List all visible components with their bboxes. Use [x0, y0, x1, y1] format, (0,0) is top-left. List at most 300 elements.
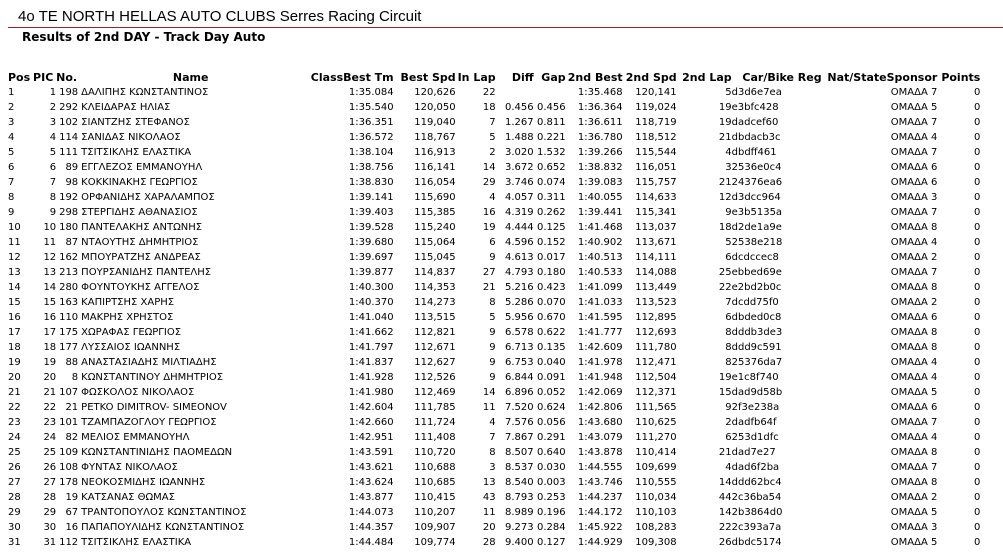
- cell-2nd-lap: 3: [725, 162, 732, 173]
- cell-gap: 0.311: [536, 192, 566, 203]
- cell-pos: 18: [8, 342, 21, 353]
- table-row: [8, 370, 980, 385]
- cell-in-lap: 14: [482, 162, 496, 173]
- cell-2nd-lap: 21: [718, 177, 732, 188]
- table-row: [8, 190, 980, 205]
- cell-points: 0: [973, 87, 981, 98]
- cell-points: 0: [973, 522, 981, 533]
- cell-diff: 4.596: [504, 237, 534, 248]
- table-row: [8, 130, 980, 145]
- cell-best-tm: 1:39.877: [348, 267, 394, 278]
- cell-sponsor: ΟΜΑΔΑ 2: [890, 297, 938, 308]
- cell-best-tm: 1:36.572: [348, 132, 394, 143]
- cell-name: ΤΖΑΜΠΑΖΟΓΛΟΥ ΓΕΩΡΓΙΟΣ: [81, 417, 217, 428]
- cell-2nd-best: 1:44.172: [577, 507, 623, 518]
- cell-gap: 0.262: [536, 207, 566, 218]
- cell-2nd-spd: 118,512: [635, 132, 677, 143]
- cell-pic: 26: [43, 462, 57, 473]
- cell-pic: 21: [43, 387, 57, 398]
- cell-class: [303, 220, 343, 235]
- cell-no: 298: [59, 207, 79, 218]
- cell-2nd-lap: 9: [725, 207, 732, 218]
- cell-best-spd: 116,141: [414, 162, 456, 173]
- cell-car-reg: 2c36ba54: [731, 492, 782, 503]
- cell-nat-state: [822, 235, 887, 250]
- cell-pic: 23: [43, 417, 57, 428]
- cell-2nd-lap: 8: [725, 327, 732, 338]
- cell-diff: 6.844: [504, 372, 534, 383]
- cell-pos: 10: [8, 222, 21, 233]
- cell-nat-state: [822, 370, 887, 385]
- cell-class: [303, 130, 343, 145]
- cell-class: [303, 370, 343, 385]
- cell-2nd-best: 1:41.468: [577, 222, 623, 233]
- cell-2nd-best: 1:43.746: [577, 477, 623, 488]
- cell-2nd-best: 1:42.069: [577, 387, 623, 398]
- column-header-best-tm: Best Tm: [343, 71, 394, 84]
- cell-points: 0: [973, 537, 981, 548]
- cell-gap: 0.003: [536, 477, 566, 488]
- cell-best-tm: 1:41.040: [348, 312, 394, 323]
- cell-in-lap: 7: [489, 432, 496, 443]
- cell-2nd-best: 1:44.237: [577, 492, 623, 503]
- cell-name: PETKO DIMITROV- SIMEONOV: [81, 402, 227, 413]
- cell-2nd-spd: 112,471: [635, 357, 677, 368]
- table-row: [8, 85, 980, 100]
- cell-no: 280: [59, 282, 79, 293]
- cell-sponsor: ΟΜΑΔΑ 5: [890, 537, 938, 548]
- cell-pic: 28: [43, 492, 57, 503]
- cell-sponsor: ΟΜΑΔΑ 7: [890, 417, 938, 428]
- cell-diff: 6.578: [504, 327, 534, 338]
- cell-no: 111: [59, 147, 79, 158]
- cell-2nd-best: 1:41.033: [577, 297, 623, 308]
- cell-diff: 9.400: [504, 537, 534, 548]
- cell-no: 8: [71, 372, 79, 383]
- cell-class: [303, 310, 343, 325]
- cell-gap: 0.624: [536, 402, 566, 413]
- cell-nat-state: [822, 445, 887, 460]
- cell-pic: 9: [49, 207, 57, 218]
- table-row: [8, 280, 980, 295]
- cell-best-tm: 1:41.837: [348, 357, 394, 368]
- cell-name: ΤΣΙΤΣΙΚΛΗΣ ΕΛΑΣΤΙΚΑ: [81, 537, 192, 548]
- cell-2nd-spd: 111,565: [635, 402, 677, 413]
- title-divider: [8, 27, 1003, 28]
- cell-class: [303, 250, 343, 265]
- cell-2nd-lap: 14: [718, 507, 732, 518]
- cell-nat-state: [822, 460, 887, 475]
- cell-gap: 0.052: [536, 387, 566, 398]
- cell-car-reg: dbdc5174: [731, 537, 782, 548]
- cell-name: ΠΑΠΑΠΟΥΛΙΔΗΣ ΚΩΝΣΤΑΝΤΙΝΟΣ: [81, 522, 245, 533]
- cell-best-spd: 112,821: [414, 327, 456, 338]
- cell-pos: 31: [8, 537, 21, 548]
- cell-sponsor: ΟΜΑΔΑ 8: [890, 282, 938, 293]
- cell-2nd-spd: 110,034: [635, 492, 677, 503]
- cell-nat-state: [822, 430, 887, 445]
- column-header-pos: Pos: [8, 71, 31, 84]
- cell-pic: 10: [43, 222, 57, 233]
- cell-pic: 31: [43, 537, 57, 548]
- cell-name: ΝΤΑΟΥΤΗΣ ΔΗΜΗΤΡΙΟΣ: [81, 237, 199, 248]
- cell-sponsor: ΟΜΑΔΑ 8: [890, 222, 938, 233]
- cell-nat-state: [822, 535, 887, 550]
- cell-best-tm: 1:42.951: [348, 432, 394, 443]
- cell-best-spd: 110,415: [414, 492, 456, 503]
- cell-sponsor: ΟΜΑΔΑ 4: [890, 432, 938, 443]
- cell-points: 0: [973, 387, 981, 398]
- cell-best-spd: 115,240: [414, 222, 456, 233]
- cell-2nd-spd: 112,693: [635, 327, 677, 338]
- cell-car-reg: ddd9c591: [731, 342, 782, 353]
- cell-class: [303, 325, 343, 340]
- cell-name: ΝΕΟΚΟΣΜΙΔΗΣ ΙΩΑΝΝΗΣ: [81, 477, 206, 488]
- cell-2nd-spd: 113,671: [635, 237, 677, 248]
- cell-sponsor: ΟΜΑΔΑ 5: [890, 507, 938, 518]
- cell-nat-state: [822, 265, 887, 280]
- cell-nat-state: [822, 250, 887, 265]
- cell-best-tm: 1:35.540: [348, 102, 394, 113]
- cell-diff: 6.713: [504, 342, 534, 353]
- cell-pic: 7: [49, 177, 57, 188]
- cell-pos: 20: [8, 372, 21, 383]
- cell-pic: 13: [43, 267, 57, 278]
- cell-in-lap: 9: [489, 327, 496, 338]
- cell-in-lap: 9: [489, 372, 496, 383]
- cell-car-reg: dcdccec8: [731, 252, 779, 263]
- cell-best-tm: 1:41.928: [348, 372, 394, 383]
- cell-in-lap: 6: [489, 237, 496, 248]
- cell-pos: 14: [8, 282, 21, 293]
- cell-pos: 5: [8, 147, 15, 158]
- cell-diff: 1.267: [504, 117, 534, 128]
- cell-sponsor: ΟΜΑΔΑ 4: [890, 237, 938, 248]
- cell-2nd-spd: 113,037: [635, 222, 677, 233]
- cell-no: 178: [59, 477, 79, 488]
- cell-best-spd: 115,045: [414, 252, 456, 263]
- cell-pos: 6: [8, 162, 15, 173]
- cell-best-spd: 112,671: [414, 342, 456, 353]
- cell-sponsor: ΟΜΑΔΑ 2: [890, 252, 938, 263]
- cell-car-reg: ebbed69e: [731, 267, 782, 278]
- cell-best-tm: 1:43.877: [348, 492, 394, 503]
- cell-points: 0: [973, 207, 981, 218]
- cell-2nd-spd: 109,308: [635, 537, 677, 548]
- cell-diff: 6.896: [504, 387, 534, 398]
- cell-no: 109: [59, 447, 79, 458]
- cell-best-spd: 116,054: [414, 177, 456, 188]
- cell-gap: 0.284: [536, 522, 566, 533]
- cell-best-spd: 109,907: [414, 522, 456, 533]
- cell-in-lap: 28: [482, 537, 496, 548]
- cell-best-spd: 120,050: [414, 102, 456, 113]
- cell-best-spd: 120,626: [414, 87, 456, 98]
- cell-in-lap: 2: [489, 147, 496, 158]
- cell-2nd-best: 1:40.513: [577, 252, 623, 263]
- column-header-best-spd: Best Spd: [400, 71, 456, 84]
- cell-gap: 0.670: [536, 312, 566, 323]
- cell-sponsor: ΟΜΑΔΑ 3: [890, 522, 938, 533]
- cell-class: [303, 535, 343, 550]
- cell-name: ΦΟΥΝΤΟΥΚΗΣ ΑΓΓΕΛΟΣ: [81, 282, 200, 293]
- cell-class: [303, 520, 343, 535]
- column-header-2nd-spd: 2nd Spd: [625, 71, 677, 84]
- cell-gap: 0.652: [536, 162, 566, 173]
- cell-best-spd: 112,627: [414, 357, 456, 368]
- table-row: [8, 505, 980, 520]
- cell-2nd-best: 1:38.832: [577, 162, 623, 173]
- cell-best-tm: 1:44.484: [348, 537, 394, 548]
- cell-class: [303, 145, 343, 160]
- cell-sponsor: ΟΜΑΔΑ 4: [890, 132, 938, 143]
- cell-diff: 5.216: [504, 282, 534, 293]
- cell-name: ΦΩΣΚΟΛΟΣ ΝΙΚΟΛΑΟΣ: [81, 387, 195, 398]
- cell-in-lap: 19: [482, 222, 496, 233]
- cell-2nd-spd: 114,633: [635, 192, 677, 203]
- cell-2nd-spd: 112,895: [635, 312, 677, 323]
- cell-2nd-best: 1:40.055: [577, 192, 623, 203]
- cell-class: [303, 190, 343, 205]
- cell-best-spd: 112,469: [414, 387, 456, 398]
- cell-2nd-lap: 19: [718, 372, 732, 383]
- cell-gap: 1.532: [536, 147, 566, 158]
- cell-gap: 0.127: [536, 537, 566, 548]
- cell-nat-state: [822, 115, 887, 130]
- cell-best-tm: 1:38.830: [348, 177, 394, 188]
- cell-pos: 29: [8, 507, 21, 518]
- cell-car-reg: d3d6e7ea: [731, 87, 782, 98]
- cell-best-spd: 119,040: [414, 117, 456, 128]
- cell-nat-state: [822, 325, 887, 340]
- cell-pic: 15: [43, 297, 57, 308]
- cell-2nd-best: 1:45.922: [577, 522, 623, 533]
- cell-in-lap: 7: [489, 117, 496, 128]
- cell-gap: 0.135: [536, 342, 566, 353]
- cell-no: 16: [65, 522, 79, 533]
- cell-car-reg: 2c393a7a: [731, 522, 782, 533]
- cell-name: ΣΑΝΙΔΑΣ ΝΙΚΟΛΑΟΣ: [81, 132, 181, 143]
- cell-2nd-spd: 118,719: [635, 117, 677, 128]
- cell-points: 0: [973, 132, 981, 143]
- cell-gap: 0.180: [536, 267, 566, 278]
- table-row: [8, 490, 980, 505]
- cell-no: 177: [59, 342, 79, 353]
- table-header-row: [8, 70, 980, 85]
- cell-name: ΟΡΦΑΝΙΔΗΣ ΧΑΡΑΛΑΜΠΟΣ: [81, 192, 215, 203]
- cell-nat-state: [822, 220, 887, 235]
- cell-2nd-spd: 108,283: [635, 522, 677, 533]
- cell-no: 21: [65, 402, 79, 413]
- cell-gap: 0.056: [536, 417, 566, 428]
- cell-no: 102: [59, 117, 79, 128]
- cell-2nd-best: 1:40.533: [577, 267, 623, 278]
- cell-gap: 0.040: [536, 357, 566, 368]
- cell-pos: 21: [8, 387, 21, 398]
- cell-2nd-spd: 111,270: [635, 432, 677, 443]
- cell-diff: 8.540: [504, 477, 534, 488]
- cell-class: [303, 85, 343, 100]
- cell-points: 0: [973, 372, 981, 383]
- cell-name: ΤΡΑΝΤΟΠΟΥΛΟΣ ΚΩΝΣΤΑΝΤΙΝΟΣ: [81, 507, 247, 518]
- cell-pic: 19: [43, 357, 57, 368]
- table-row: [8, 220, 980, 235]
- cell-2nd-lap: 4: [725, 147, 732, 158]
- cell-best-spd: 113,515: [414, 312, 456, 323]
- cell-gap: 0.253: [536, 492, 566, 503]
- results-table: [8, 70, 980, 550]
- cell-diff: 7.867: [504, 432, 534, 443]
- cell-car-reg: 24376ea6: [731, 177, 783, 188]
- cell-best-spd: 114,837: [414, 267, 456, 278]
- cell-2nd-spd: 115,544: [635, 147, 677, 158]
- cell-no: 162: [59, 252, 79, 263]
- cell-best-tm: 1:39.403: [348, 207, 394, 218]
- cell-sponsor: ΟΜΑΔΑ 7: [890, 147, 938, 158]
- cell-2nd-best: 1:36.611: [577, 117, 623, 128]
- cell-diff: 8.989: [504, 507, 534, 518]
- cell-gap: 0.291: [536, 432, 566, 443]
- cell-name: ΜΑΚΡΗΣ ΧΡΗΣΤΟΣ: [81, 312, 174, 323]
- cell-points: 0: [973, 402, 981, 413]
- cell-name: ΚΑΠΙΡΤΣΗΣ ΧΑΡΗΣ: [81, 297, 175, 308]
- cell-nat-state: [822, 310, 887, 325]
- cell-gap: 0.074: [536, 177, 566, 188]
- cell-class: [303, 295, 343, 310]
- cell-2nd-lap: 22: [718, 522, 732, 533]
- cell-sponsor: ΟΜΑΔΑ 7: [890, 117, 938, 128]
- cell-2nd-lap: 8: [725, 357, 732, 368]
- cell-best-tm: 1:40.370: [348, 297, 394, 308]
- cell-pos: 12: [8, 252, 21, 263]
- cell-best-spd: 110,720: [414, 447, 456, 458]
- cell-pic: 18: [43, 342, 57, 353]
- table-row: [8, 175, 980, 190]
- cell-best-spd: 109,774: [414, 537, 456, 548]
- cell-in-lap: 11: [482, 507, 496, 518]
- cell-nat-state: [822, 160, 887, 175]
- cell-name: ΜΠΟΥΡΑΤΖΗΣ ΑΝΔΡΕΑΣ: [81, 252, 201, 263]
- cell-pic: 24: [43, 432, 57, 443]
- cell-gap: 0.811: [536, 117, 566, 128]
- cell-nat-state: [822, 145, 887, 160]
- cell-gap: 0.091: [536, 372, 566, 383]
- cell-2nd-best: 1:35.468: [577, 87, 623, 98]
- cell-pic: 4: [49, 132, 57, 143]
- cell-no: 213: [59, 267, 79, 278]
- cell-class: [303, 100, 343, 115]
- cell-diff: 8.507: [504, 447, 534, 458]
- cell-pos: 19: [8, 357, 21, 368]
- cell-nat-state: [822, 415, 887, 430]
- cell-2nd-lap: 25: [718, 267, 732, 278]
- column-header-2nd-best: 2nd Best: [567, 71, 623, 84]
- cell-name: ΠΑΝΤΕΛΑΚΗΣ ΑΝΤΩΝΗΣ: [81, 222, 203, 233]
- cell-pos: 26: [8, 462, 21, 473]
- cell-diff: 7.520: [504, 402, 534, 413]
- cell-name: ΚΛΕΙΔΑΡΑΣ ΗΛΙΑΣ: [81, 102, 171, 113]
- cell-no: 101: [59, 417, 79, 428]
- cell-no: 175: [59, 327, 79, 338]
- cell-2nd-lap: 22: [718, 282, 732, 293]
- cell-nat-state: [822, 280, 887, 295]
- cell-sponsor: ΟΜΑΔΑ 6: [890, 312, 938, 323]
- cell-name: ΠΟΥΡΣΑΝΙΔΗΣ ΠΑΝΤΕΛΗΣ: [81, 267, 212, 278]
- cell-car-reg: dbdacb3c: [731, 132, 781, 143]
- cell-points: 0: [973, 342, 981, 353]
- cell-pos: 27: [8, 477, 21, 488]
- cell-pic: 6: [49, 162, 57, 173]
- cell-pos: 3: [8, 117, 15, 128]
- cell-best-spd: 111,785: [414, 402, 456, 413]
- cell-2nd-lap: 9: [725, 402, 732, 413]
- cell-2nd-spd: 115,341: [635, 207, 677, 218]
- cell-car-reg: 25376da7: [731, 357, 783, 368]
- cell-2nd-lap: 15: [718, 387, 732, 398]
- cell-2nd-lap: 4: [725, 462, 732, 473]
- cell-sponsor: ΟΜΑΔΑ 4: [890, 372, 938, 383]
- cell-car-reg: dcdd75f0: [731, 297, 779, 308]
- cell-in-lap: 9: [489, 342, 496, 353]
- cell-class: [303, 460, 343, 475]
- cell-points: 0: [973, 282, 981, 293]
- cell-name: ΕΓΓΛΕΖΟΣ ΕΜΜΑΝΟΥΗΛ: [81, 162, 203, 173]
- cell-pic: 17: [43, 327, 57, 338]
- cell-no: 87: [65, 237, 79, 248]
- cell-diff: 1.488: [504, 132, 534, 143]
- cell-sponsor: ΟΜΑΔΑ 7: [890, 267, 938, 278]
- cell-in-lap: 14: [482, 387, 496, 398]
- cell-diff: 9.273: [504, 522, 534, 533]
- column-header-name: Name: [172, 71, 209, 84]
- table-row: [8, 430, 980, 445]
- cell-sponsor: ΟΜΑΔΑ 3: [890, 192, 938, 203]
- cell-nat-state: [822, 100, 887, 115]
- cell-points: 0: [973, 147, 981, 158]
- cell-no: 114: [59, 132, 79, 143]
- table-row: [8, 520, 980, 535]
- cell-gap: 0.221: [536, 132, 566, 143]
- cell-best-tm: 1:40.300: [348, 282, 394, 293]
- cell-points: 0: [973, 252, 981, 263]
- cell-diff: 3.672: [504, 162, 534, 173]
- cell-no: 180: [59, 222, 79, 233]
- cell-pos: 13: [8, 267, 21, 278]
- cell-best-spd: 116,913: [414, 147, 456, 158]
- column-header-sponsor: Sponsor: [886, 71, 938, 84]
- cell-diff: 0.456: [504, 102, 534, 113]
- cell-pic: 2: [49, 102, 57, 113]
- cell-points: 0: [973, 192, 981, 203]
- cell-in-lap: 9: [489, 252, 496, 263]
- cell-pos: 16: [8, 312, 21, 323]
- cell-car-reg: dadcef60: [731, 117, 779, 128]
- cell-gap: 0.456: [536, 102, 566, 113]
- column-header-gap: Gap: [541, 71, 566, 84]
- cell-pic: 3: [49, 117, 57, 128]
- cell-no: 89: [65, 162, 79, 173]
- column-header-diff: Diff: [511, 71, 534, 84]
- table-row: [8, 415, 980, 430]
- cell-class: [303, 355, 343, 370]
- cell-points: 0: [973, 162, 981, 173]
- cell-points: 0: [973, 297, 981, 308]
- cell-class: [303, 445, 343, 460]
- cell-pos: 23: [8, 417, 21, 428]
- cell-2nd-best: 1:42.609: [577, 342, 623, 353]
- cell-name: ΧΩΡΑΦΑΣ ΓΕΩΡΓΙΟΣ: [81, 327, 182, 338]
- cell-points: 0: [973, 312, 981, 323]
